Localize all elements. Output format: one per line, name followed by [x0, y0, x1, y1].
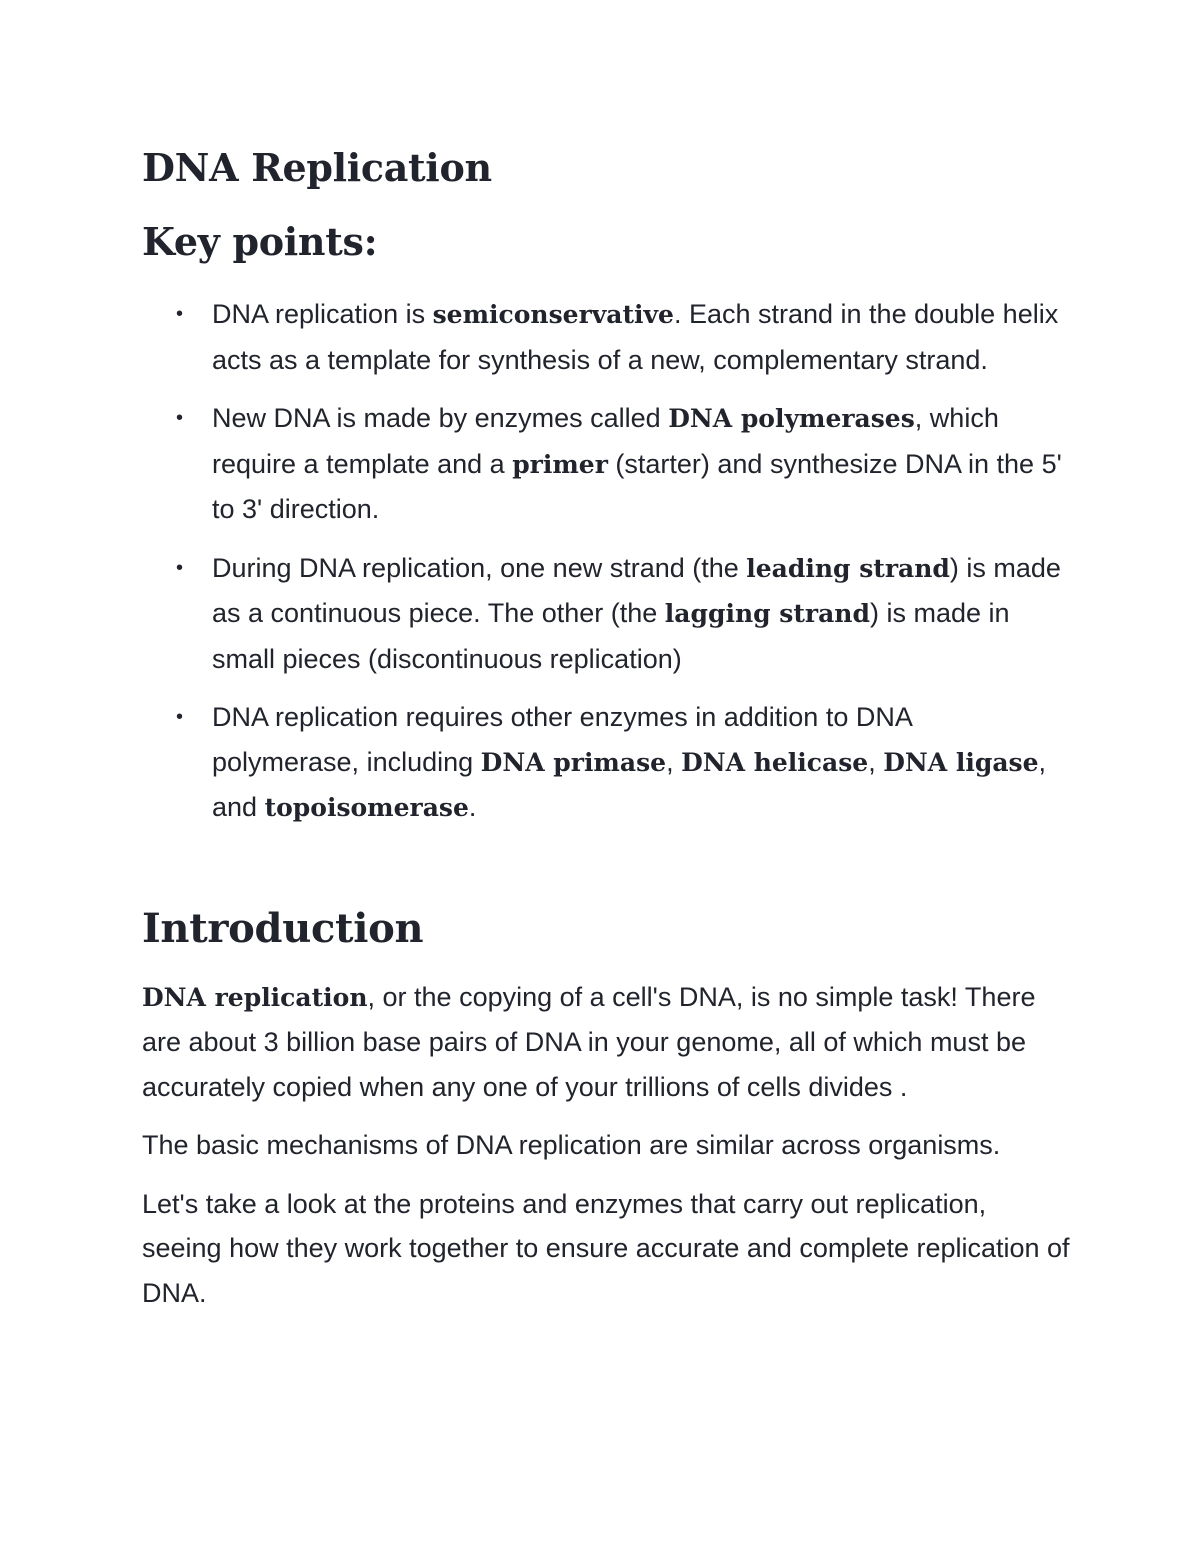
key-points-heading: Key points: [142, 219, 378, 264]
key-point-text: DNA replication requires other enzymes in addition to DNA polymerase, including [212, 702, 912, 777]
key-point-text: ) is made in small pieces (discontinuous replication) [212, 598, 1010, 674]
key-point-text: , and [212, 746, 1047, 822]
key-point-text: DNA replication is [212, 299, 433, 329]
key-point-text: , [868, 746, 884, 777]
key-point-item [176, 292, 1072, 382]
key-point-item [176, 546, 1072, 682]
key-point-text: , which require a template and a [212, 403, 999, 479]
key-term: DNA replication [142, 982, 368, 1012]
key-point-item [176, 695, 1072, 831]
bullet-icon: • [176, 407, 184, 429]
key-term: leading strand [746, 553, 950, 583]
key-term: DNA polymerases [668, 404, 915, 433]
key-point-text: , [666, 746, 682, 777]
paragraph-text: Let's take a look at the proteins and enzymes that carry out replication, seeing how they work together to ensure accurate and complete replication of DNA. [142, 1188, 1070, 1308]
document-page [142, 140, 1072, 1329]
bullet-icon: • [176, 303, 184, 325]
key-term: DNA primase [480, 747, 667, 777]
key-term: DNA helicase [681, 747, 869, 777]
key-term: primer [512, 449, 608, 479]
key-point-text: . Each strand in the double helix acts as a template for synthesis of a new, complementary strand. [212, 299, 1059, 375]
bullet-icon: • [176, 706, 184, 728]
key-term: lagging strand [664, 599, 870, 628]
introduction-paragraph [142, 975, 1072, 1110]
paragraph-text: The basic mechanisms of DNA replication are similar across organisms. [142, 1130, 1001, 1160]
introduction-paragraph [142, 1182, 1072, 1316]
introduction-paragraph [142, 1123, 1072, 1168]
introduction-heading: Introduction [142, 904, 424, 952]
key-point-text: During DNA replication, one new strand (the [212, 552, 747, 583]
key-term: topoisomerase [264, 793, 469, 822]
paragraph-text: , or the copying of a cell's DNA, is no simple task! There are about 3 billion base pairs of DNA in your genome, all of which must be accurately copied when any one of your trillions of cells divides . [142, 981, 1036, 1102]
key-point-text: . [468, 792, 477, 822]
key-point-text: (starter) and synthesize DNA in the 5' to 3' direction. [212, 448, 1062, 524]
key-term: DNA ligase [883, 747, 1039, 777]
key-term: semiconservative [432, 300, 674, 329]
key-point-text: New DNA is made by enzymes called [212, 403, 669, 433]
key-point-item [176, 396, 1072, 532]
key-point-text: ) is made as a continuous piece. The other (the [212, 552, 1061, 628]
document-title: DNA Replication [142, 145, 492, 190]
key-points-list [142, 292, 1072, 831]
bullet-icon: • [176, 556, 184, 579]
